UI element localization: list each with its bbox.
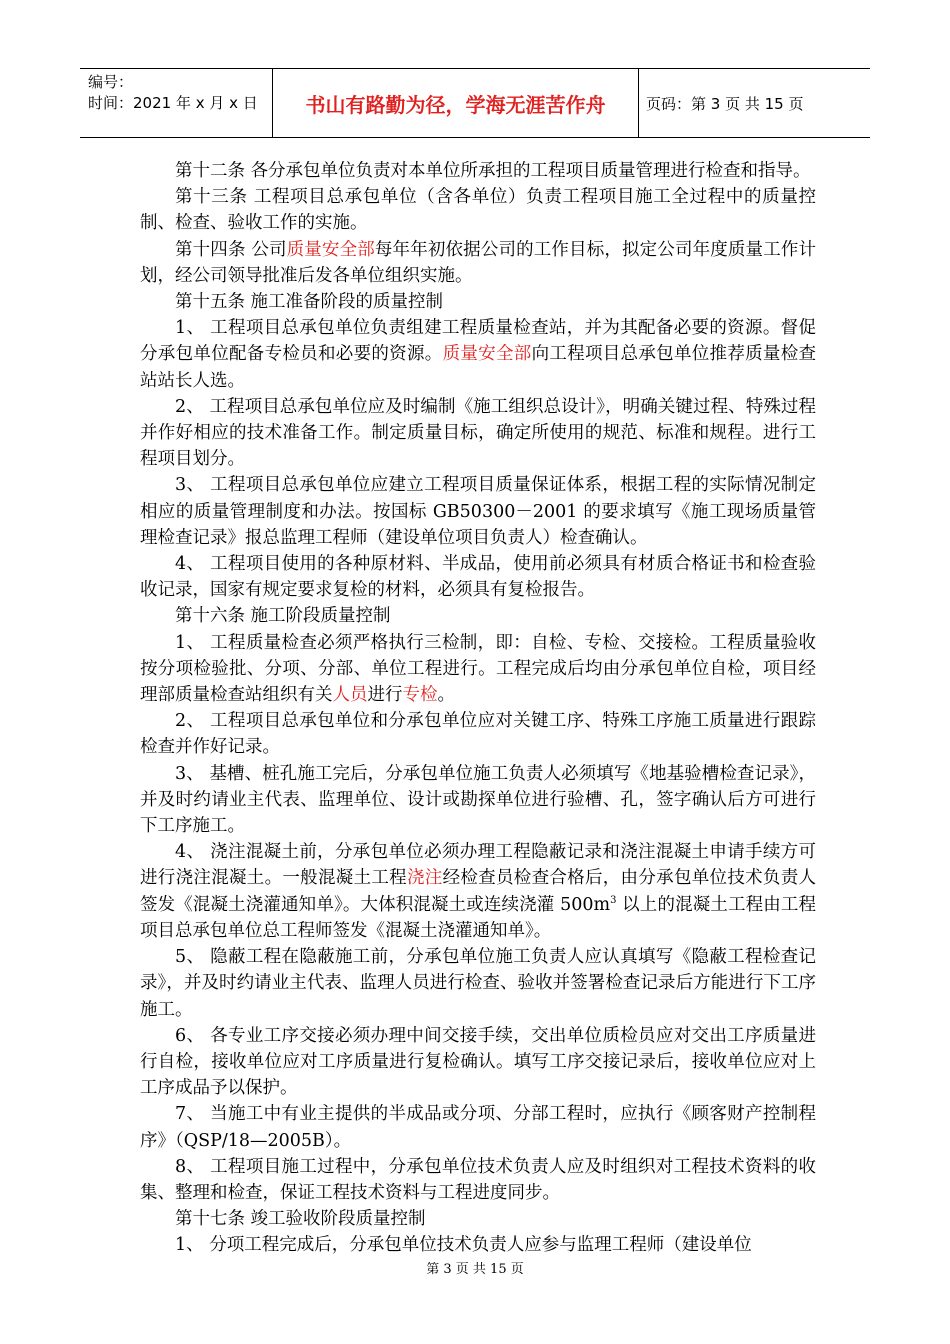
header-page-info: 页码：第 3 页 共 15 页 xyxy=(646,94,804,113)
article-16-item-1-text-a: 1、 工程质量检查必须严格执行三检制，即：自检、专检、交接检。工程质量验收按分项检验批、分项、分部、单位工程进行。工程完成后均由分承包单位自检，项目经理部质量检查站组织有关 xyxy=(140,632,816,706)
article-16-item-4-text-b: 经检查员检查合格后，由分承包单位技术负责人签发《混凝土浇灌通知单》。大体积混凝土或连续浇灌 500m xyxy=(140,868,817,915)
header-motto: 书山有路勤为径，学海无涯苦作舟 xyxy=(273,69,639,137)
article-15-item-1 xyxy=(140,315,816,394)
article-16-item-6: 6、 各专业工序交接必须办理中间交接手续，交出单位质检员应对交出工序质量进行自检，接收单位应对工序质量进行复检确认。填写工序交接记录后，接收单位应对上工序成品予以保护。 xyxy=(140,1025,816,1099)
article-16-item-8: 8、 工程项目施工过程中，分承包单位技术负责人应及时组织对工程技术资料的收集、整理和检查，保证工程技术资料与工程进度同步。 xyxy=(140,1156,816,1203)
article-16-item-4-highlight: 浇注 xyxy=(406,868,443,889)
article-15-item-1-text-b: 向工程项目总承包单位推荐质量检查站站长人选。 xyxy=(140,344,817,391)
article-16-item-4-text-a: 4、 浇注混凝土前，分承包单位必须办理工程隐蔽记录和浇注混凝土申请手续方可进行浇注混凝土。一般混凝土工程 xyxy=(140,842,816,889)
header-meta xyxy=(80,69,273,137)
document-date: 时间：2021 年 x 月 x 日 xyxy=(88,94,258,112)
article-12: 第十二条 各分承包单位负责对本单位所承担的工程项目质量管理进行检查和指导。 xyxy=(175,161,811,181)
article-15-item-4: 4、 工程项目使用的各种原材料、半成品，使用前必须具有材质合格证书和检查验收记录，国家有规定要求复检的材料，必须具有复检报告。 xyxy=(140,554,816,601)
article-16-item-1 xyxy=(140,630,816,709)
article-17-item-1: 1、 分项工程完成后，分承包单位技术负责人应参与监理工程师（建设单位 xyxy=(175,1235,752,1256)
article-16-item-5: 5、 隐蔽工程在隐蔽施工前，分承包单位施工负责人应认真填写《隐蔽工程检查记录》，并及时约请业主代表、监理人员进行检查、验收并签署检查记录后方能进行下工序施工。 xyxy=(140,947,816,1020)
article-15-item-2: 2、 工程项目总承包单位应及时编制《施工组织总设计》，明确关键过程、特殊过程并作好相应的技术准备工作。制定质量目标，确定所使用的规范、标准和规程。进行工程项目划分。 xyxy=(140,396,816,470)
article-16-item-4-text-c: 以上的混凝土工程由工程项目总承包单位总工程师签发《混凝土浇灌通知单》。 xyxy=(140,894,816,941)
article-16-item-1-highlight-1: 人员 xyxy=(332,685,368,706)
page-footer: 第 3 页 共 15 页 xyxy=(426,1262,524,1277)
article-15-item-3: 3、 工程项目总承包单位应建立工程项目质量保证体系，根据工程的实际情况制定相应的质量管理制度和办法。按国标 GB50300－2001 的要求填写《施工现场质量管理检查记录》报总监理工程师（建设单位项目负责人）检查确认。 xyxy=(140,475,816,548)
article-16-item-1-highlight-2: 专检 xyxy=(402,685,438,706)
article-16-heading: 第十六条 施工阶段质量控制 xyxy=(175,606,391,627)
document-number-label: 编号： xyxy=(88,73,134,91)
document-body xyxy=(140,158,816,1259)
article-16-item-1-text-c: 。 xyxy=(437,685,455,706)
article-15-heading: 第十五条 施工准备阶段的质量控制 xyxy=(175,292,444,313)
article-16-item-2: 2、 工程项目总承包单位和分承包单位应对关键工序、特殊工序施工质量进行跟踪检查并作好记录。 xyxy=(140,711,816,758)
article-14-highlight: 质量安全部 xyxy=(286,239,375,260)
article-14-text-a: 第十四条 公司 xyxy=(175,239,287,260)
article-16-item-3: 3、 基槽、桩孔施工完后，分承包单位施工负责人必须填写《地基验槽检查记录》，并及时约请业主代表、监理单位、设计或勘探单位进行验槽、孔，签字确认后方可进行下工序施工。 xyxy=(140,763,816,837)
article-14-text-b: 每年年初依据公司的工作目标，拟定公司年度质量工作计划，经公司领导批准后发各单位组织实施。 xyxy=(140,239,817,286)
article-17-heading: 第十七条 竣工验收阶段质量控制 xyxy=(175,1209,426,1230)
article-15-item-1-text-a: 1、 工程项目总承包单位负责组建工程质量检查站，并为其配备必要的资源。督促分承包单位配备专检员和必要的资源。 xyxy=(140,318,816,365)
article-16-item-4 xyxy=(140,839,816,944)
header-table xyxy=(80,68,870,138)
article-16-item-7: 7、 当施工中有业主提供的半成品或分项、分部工程时，应执行《顾客财产控制程序》（QSP/18—2005B）。 xyxy=(140,1104,816,1151)
article-13: 第十三条 工程项目总承包单位（含各单位）负责工程项目施工全过程中的质量控制、检查、验收工作的实施。 xyxy=(140,187,816,234)
superscript-cubic: 3 xyxy=(610,894,617,906)
article-14 xyxy=(140,237,816,289)
article-15-item-1-highlight: 质量安全部 xyxy=(442,344,532,365)
article-16-item-1-text-b: 进行 xyxy=(367,685,403,706)
